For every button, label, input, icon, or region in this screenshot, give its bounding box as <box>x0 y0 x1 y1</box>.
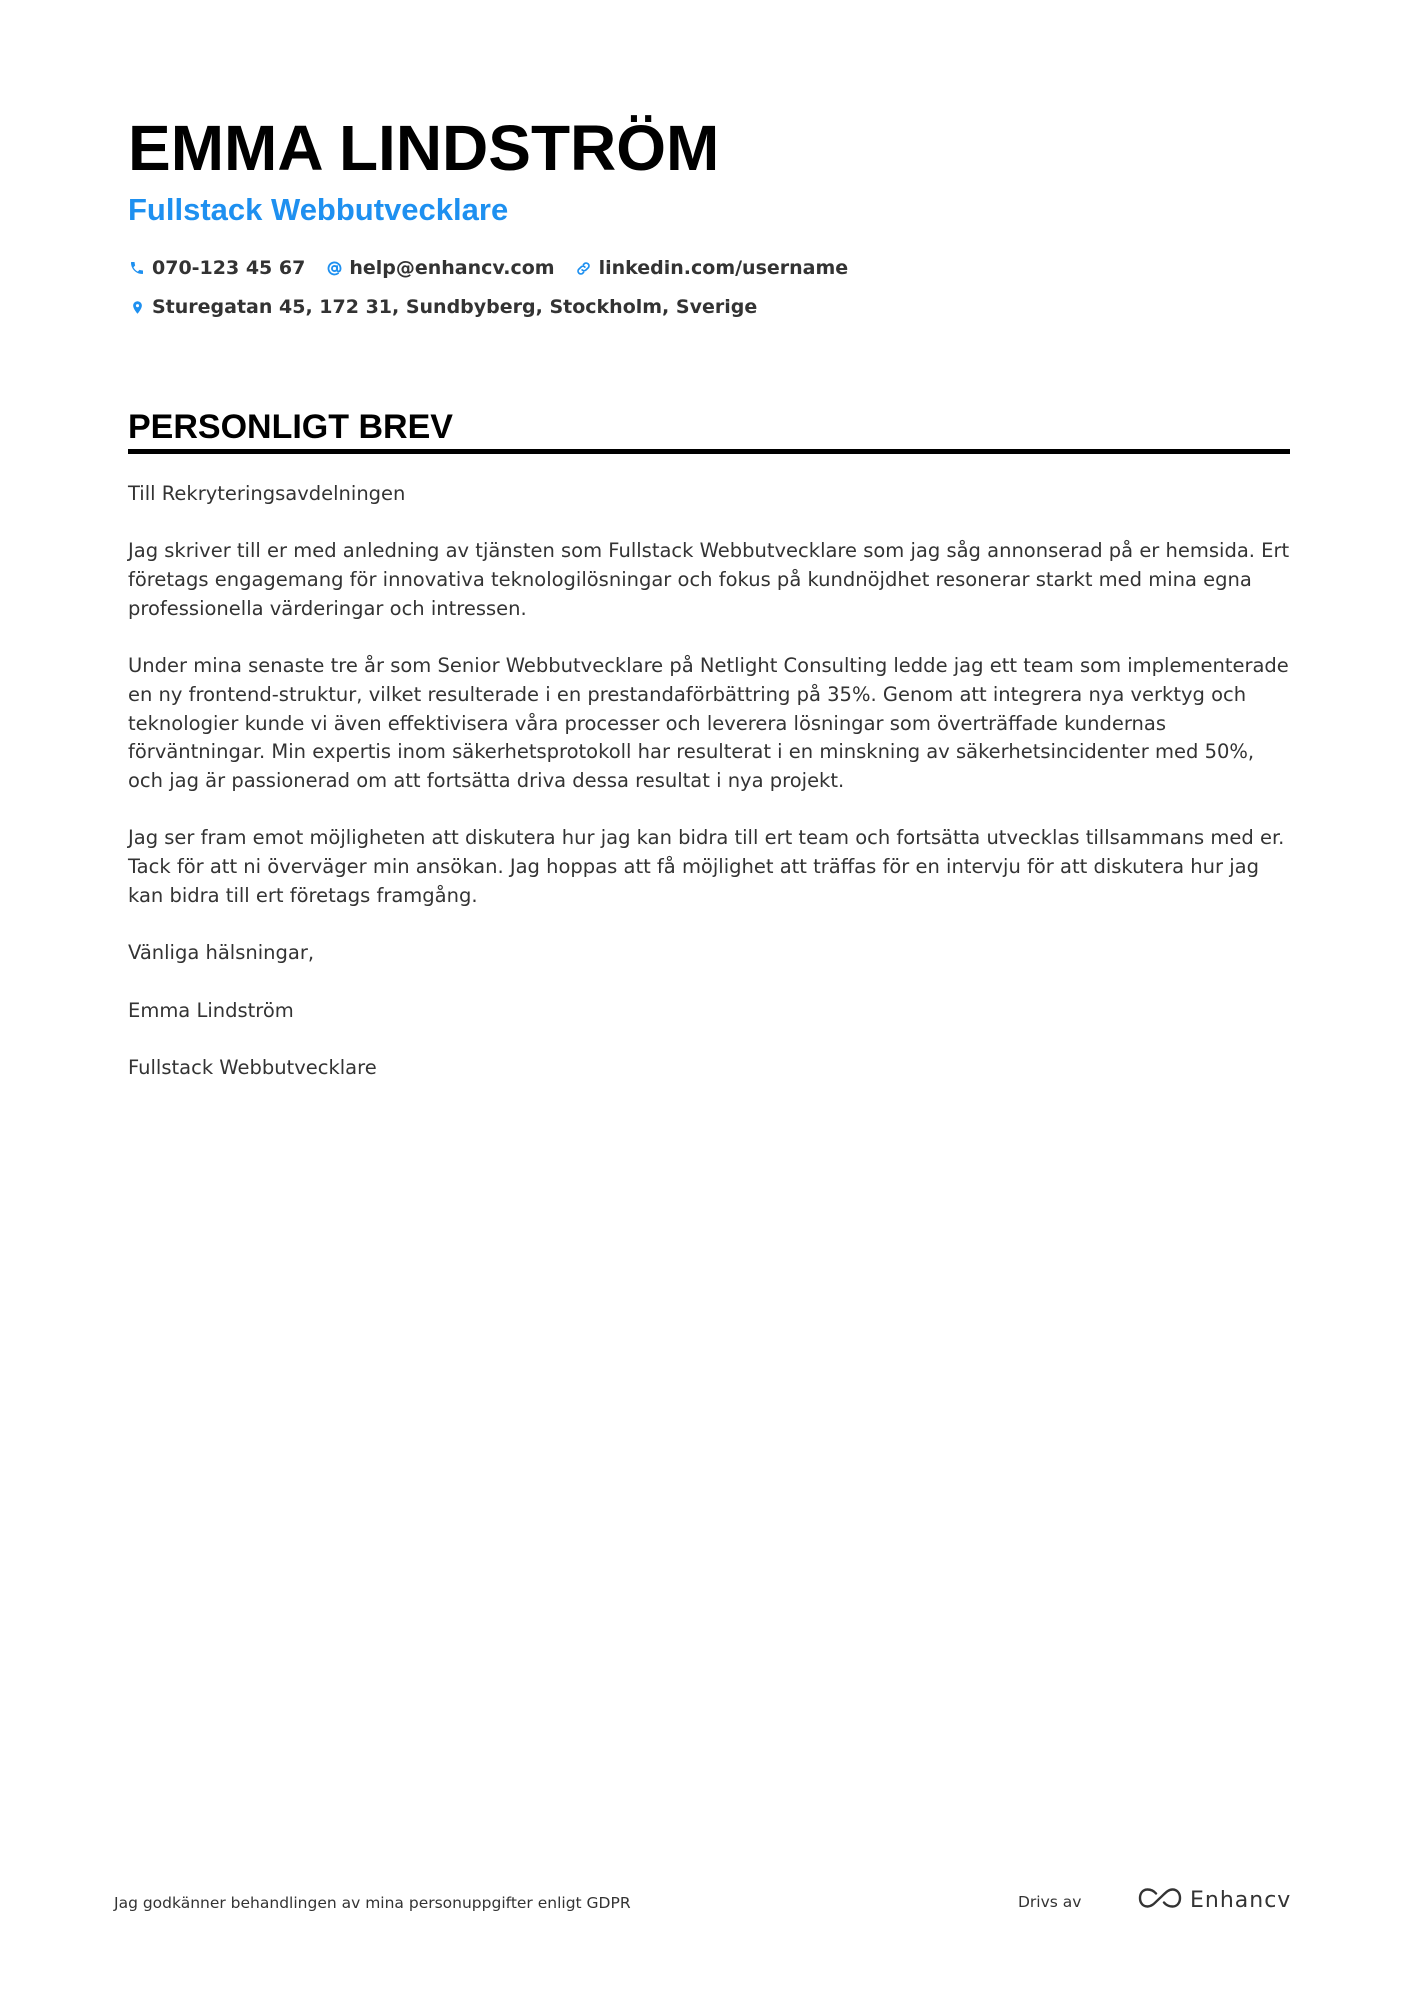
letter-paragraph: Jag ser fram emot möjligheten att diskutera hur jag kan bidra till ert team och fortsätta utvecklas tillsammans med er. Tack för att ni överväger min ansökan. Jag hoppas att få möjlighet att träffas för en intervju för att diskutera hur jag kan bidra till ert företags framgång. <box>128 826 1285 907</box>
section-divider <box>128 449 1290 454</box>
at-icon <box>325 259 343 277</box>
brand-name: Enhancv <box>1190 1887 1292 1913</box>
letter-paragraph: Under mina senaste tre år som Senior Webbutvecklare på Netlight Consulting ledde jag ett team som implementerade en ny frontend-struktur, vilket resulterade i en prestandaförbättring på 35%. Genom att integrera nya verktyg och teknologier kunde vi även effektivisera våra processer och leverera lösningar som överträffade kundernas förväntningar. Min expertis inom säkerhetsprotokoll har resulterat i en minskning av säkerhetsincidenter med 50%, och jag är passionerad om att fortsätta driva dessa resultat i nya projekt. <box>128 654 1289 792</box>
contact-address <box>128 296 757 318</box>
signature-name: Emma Lindström <box>128 998 294 1022</box>
contact-phone <box>128 257 305 279</box>
email-link[interactable]: help@enhancv.com <box>349 257 555 279</box>
link-icon <box>575 259 593 277</box>
contact-row-secondary <box>128 292 777 322</box>
enhancv-logo-icon <box>1138 1887 1182 1913</box>
linkedin-link[interactable]: linkedin.com/username <box>598 257 849 279</box>
contact-linkedin[interactable] <box>575 257 849 279</box>
phone-icon <box>128 259 146 277</box>
signature-title: Fullstack Webbutvecklare <box>128 1055 377 1079</box>
phone-text: 070-123 45 67 <box>152 257 306 279</box>
address-text: Sturegatan 45, 172 31, Sundbyberg, Stockholm, Sverige <box>152 296 758 318</box>
letter-body <box>128 480 1294 1111</box>
job-title: Fullstack Webbutvecklare <box>128 192 509 227</box>
location-pin-icon <box>128 298 146 316</box>
gdpr-consent-text: Jag godkänner behandlingen av mina personuppgifter enligt GDPR <box>114 1894 631 1912</box>
applicant-name: EMMA LINDSTRÖM <box>128 112 720 184</box>
powered-by-label: Drivs av <box>1018 1893 1082 1911</box>
letter-paragraph: Jag skriver till er med anledning av tjänsten som Fullstack Webbutvecklare som jag såg annonserad på er hemsida. Ert företags engagemang för innovativa teknologilösningar och fokus på kundnöjdhet resonerar starkt med mina egna professionella värderingar och intressen. <box>128 539 1290 620</box>
section-heading: PERSONLIGT BREV <box>128 408 453 446</box>
enhancv-brand[interactable] <box>1138 1887 1291 1913</box>
contact-email[interactable] <box>325 257 554 279</box>
contact-row-primary <box>128 253 868 283</box>
letter-closing: Vänliga hälsningar, <box>128 941 315 965</box>
letter-salutation: Till Rekryteringsavdelningen <box>128 482 406 505</box>
